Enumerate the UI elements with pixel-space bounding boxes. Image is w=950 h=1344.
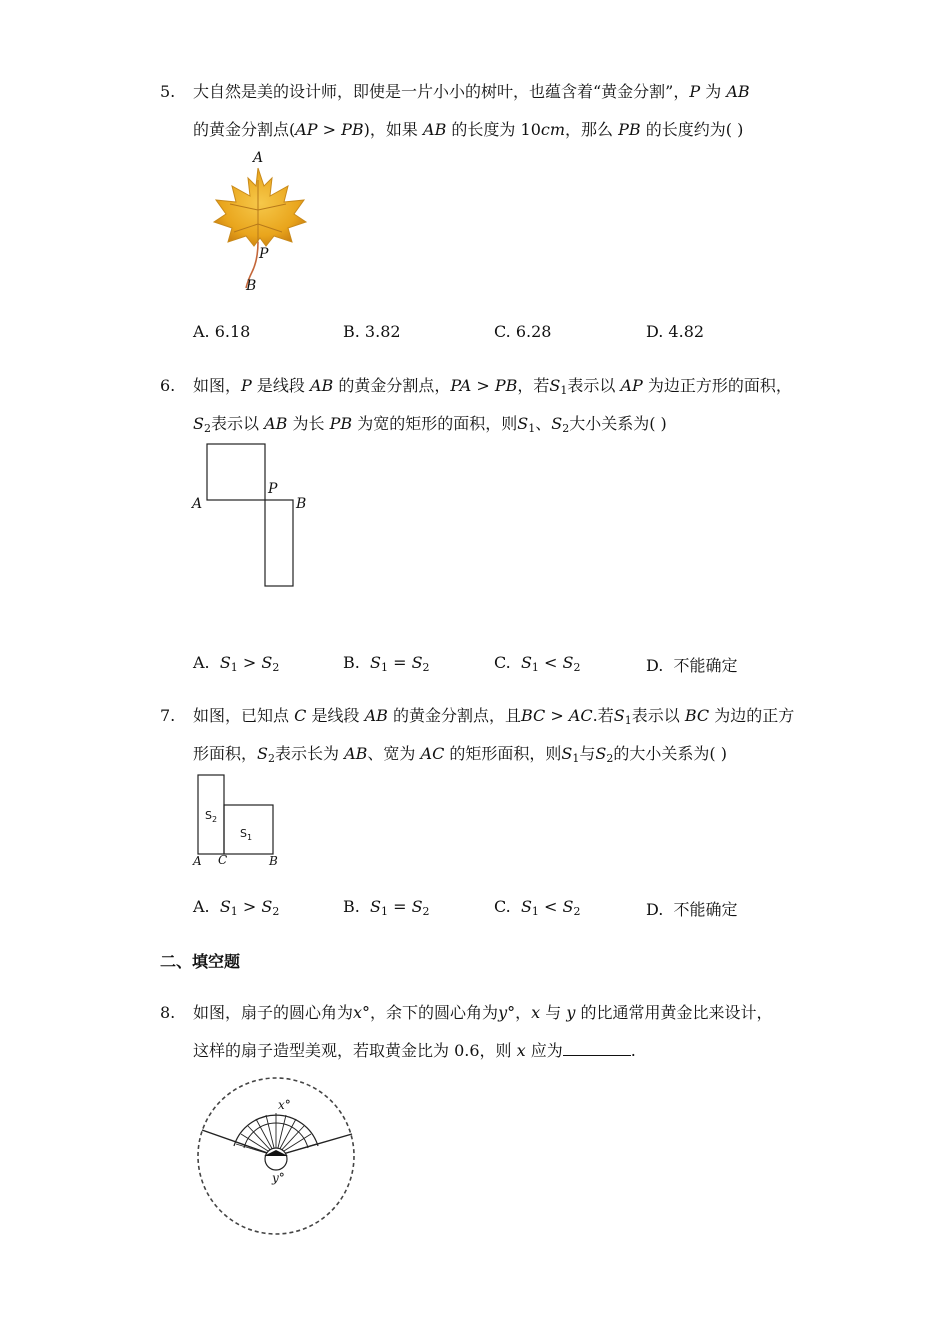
- fan-edge-left: [202, 1130, 276, 1156]
- question-7-number: 7.: [160, 706, 176, 725]
- question-6-line-1: 如图，P 是线段 AB 的黄金分割点，PA > PB，若$S_1$表示以 AP 为边正方形的面积，: [193, 376, 792, 397]
- section-title-fill-in: 二、填空题: [160, 952, 241, 971]
- q5-option-b[interactable]: B. 3.82: [343, 322, 401, 341]
- q6-figure: [190, 440, 320, 590]
- question-6-line-2: $S_2$表示以 AB 为长 PB 为宽的矩形的面积，则$S_1$、$S_2$大小关系为( ): [193, 414, 667, 435]
- q7-option-d[interactable]: D. 不能确定: [646, 900, 738, 919]
- q6-label-B: B: [296, 496, 307, 512]
- q6-option-a[interactable]: A. $S_1 > S_2$: [193, 653, 280, 674]
- question-8-line-1: 如图，扇子的圆心角为x°，余下的圆心角为y°，x 与 y 的比通常用黄金比来设计，: [193, 1003, 773, 1022]
- q6-label-A: A: [192, 496, 203, 512]
- question-5-line-1: 大自然是美的设计师，即使是一片小小的树叶，也蕴含着“黄金分割”，P 为 AB: [193, 82, 750, 101]
- question-6-number: 6.: [160, 376, 176, 395]
- answer-blank[interactable]: [563, 1041, 631, 1056]
- q5-option-d[interactable]: D. 4.82: [646, 322, 705, 341]
- question-7-line-2: 形面积，$S_2$表示长为 AB、宽为 AC 的矩形面积，则$S_1$与$S_2$的大小关系为( ): [193, 744, 727, 765]
- q6-option-b[interactable]: B. $S_1 = S_2$: [343, 653, 430, 674]
- q7-label-B: B: [269, 854, 278, 868]
- q5-option-a[interactable]: A. 6.18: [193, 322, 251, 341]
- q7-label-A: A: [193, 854, 202, 868]
- leaf-label-P: P: [259, 246, 269, 262]
- q6-rect-PB: [265, 500, 293, 586]
- q6-label-P: P: [268, 481, 278, 497]
- q6-option-d[interactable]: D. 不能确定: [646, 656, 738, 675]
- q7-label-C: C: [218, 853, 228, 867]
- question-8-number: 8.: [160, 1003, 176, 1022]
- question-7-line-1: 如图，已知点 C 是线段 AB 的黄金分割点，且BC > AC.若$S_1$表示以 BC 为边的正方: [193, 706, 795, 727]
- leaf-label-B: B: [246, 278, 257, 294]
- q7-label-S1: $S_1$: [240, 827, 253, 842]
- fan-label-x: x°: [278, 1098, 291, 1112]
- q7-option-b[interactable]: B. $S_1 = S_2$: [343, 897, 430, 918]
- q7-figure: [190, 772, 290, 872]
- maple-leaf-figure: [200, 150, 320, 300]
- fan-figure: [196, 1074, 362, 1240]
- q6-square-AP: [207, 444, 265, 500]
- q5-option-c[interactable]: C. 6.28: [494, 322, 552, 341]
- q7-option-c[interactable]: C. $S_1 < S_2$: [494, 897, 581, 918]
- q7-label-S2: $S_2$: [205, 809, 218, 824]
- leaf-label-A: A: [253, 150, 264, 166]
- maple-leaf-image: [200, 150, 320, 300]
- question-5-number: 5.: [160, 82, 176, 101]
- question-8-line-2: 这样的扇子造型美观，若取黄金比为 0.6，则 x 应为 .: [193, 1041, 636, 1060]
- q6-diagram: [190, 440, 320, 590]
- fan-label-y: y°: [272, 1171, 285, 1185]
- q7-option-a[interactable]: A. $S_1 > S_2$: [193, 897, 280, 918]
- question-5-line-2: 的黄金分割点(AP > PB)，如果 AB 的长度为 10cm，那么 PB 的长度约为( ): [193, 120, 744, 139]
- q6-option-c[interactable]: C. $S_1 < S_2$: [494, 653, 581, 674]
